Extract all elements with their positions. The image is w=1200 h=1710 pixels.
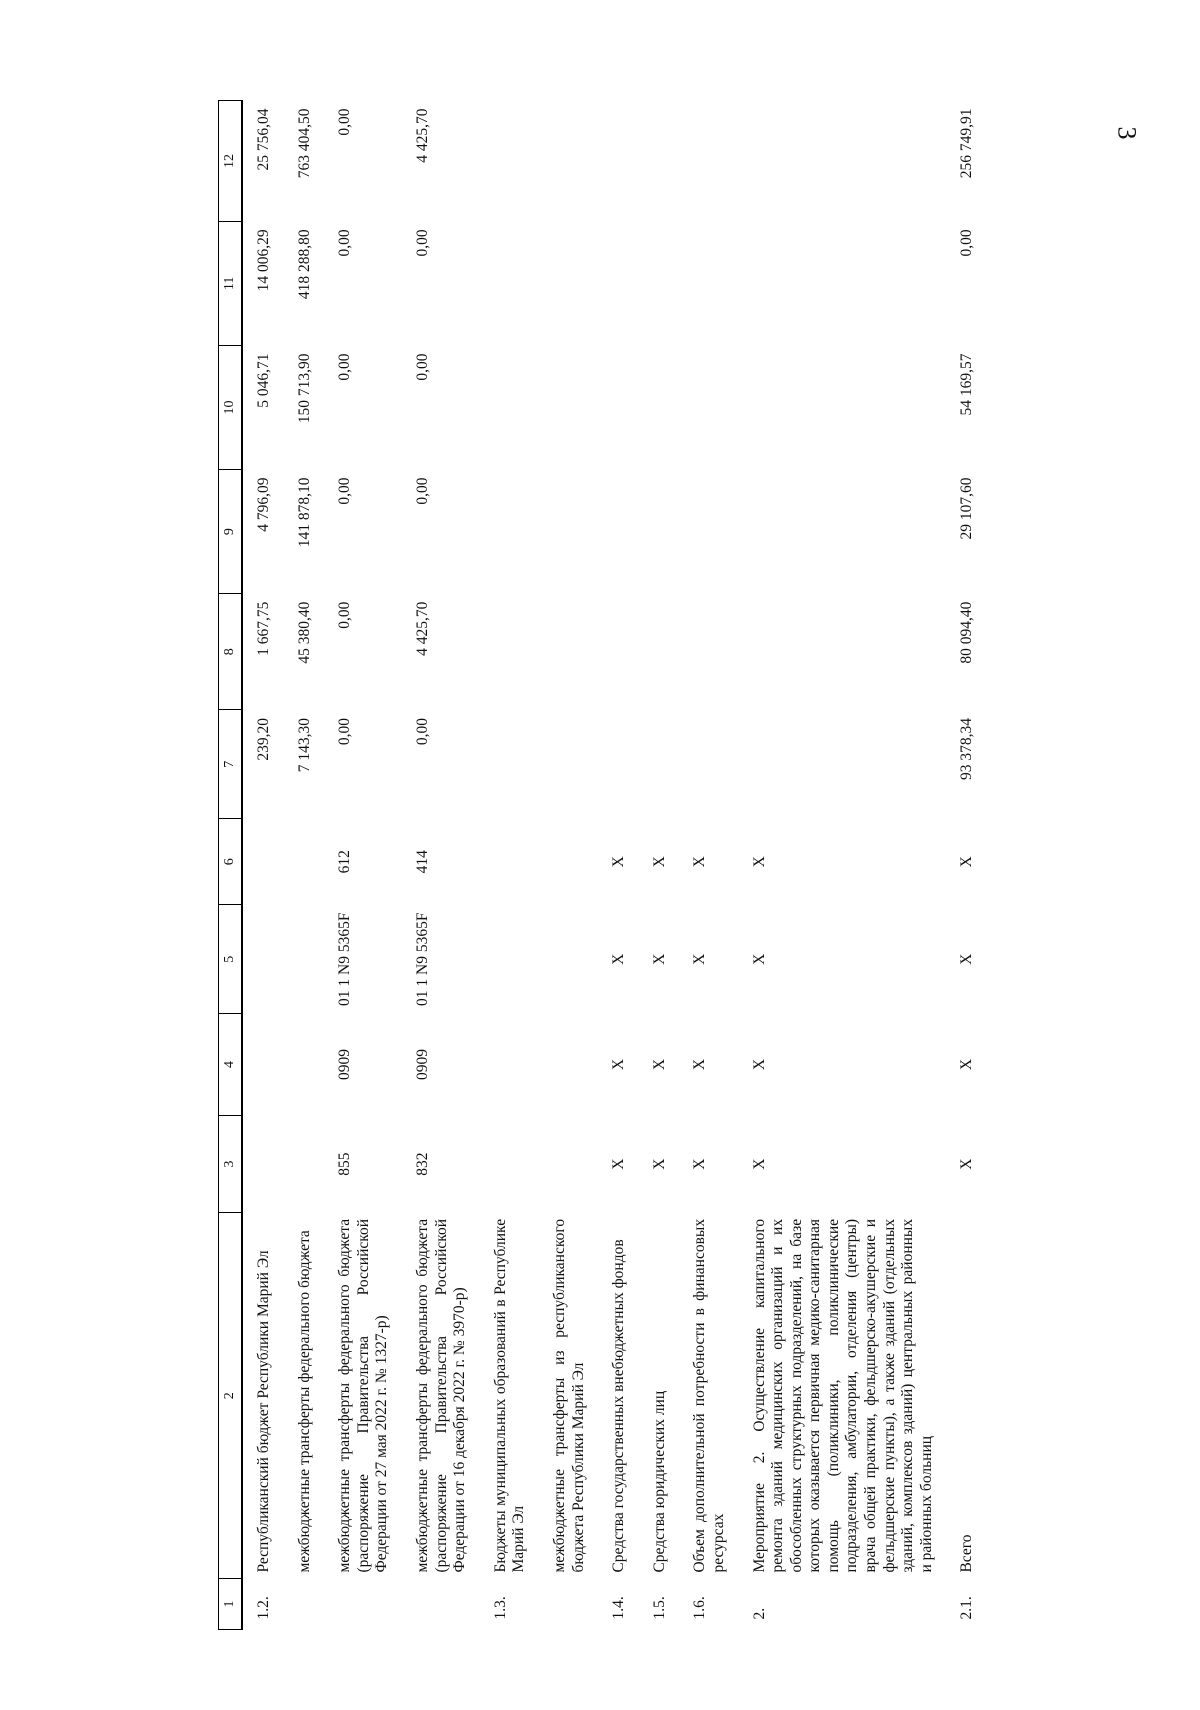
cell-desc: межбюджетные трансферты федерального бюджета (распоряжение Правительства Российской Федерации от 27 мая 2022 г. № 1327-р)	[336, 1218, 391, 1573]
cell-c10: 0,00	[413, 353, 431, 381]
cell-c11: 14 006,29	[255, 229, 272, 292]
cell-c5: 01 1 N9 5365F	[413, 912, 431, 1006]
cell-c6: X	[958, 856, 976, 868]
cell-c4: X	[750, 1058, 768, 1071]
cell-c6	[480, 819, 539, 905]
table-row	[679, 101, 738, 1630]
table-body	[242, 101, 987, 1630]
table-row	[598, 101, 639, 1630]
cell-c4: 0909	[336, 1048, 354, 1080]
cell-desc: Средства государственных внебюджетных фондов	[610, 1239, 628, 1573]
cell-c9: 0,00	[413, 477, 431, 505]
cell-c4: X	[691, 1058, 709, 1071]
column-header: 1	[219, 1579, 243, 1630]
budget-table	[218, 100, 987, 1630]
cell-c5: X	[610, 953, 628, 965]
cell-c10	[480, 345, 539, 469]
cell-c10	[639, 345, 680, 469]
cell-desc: Республиканский бюджет Республики Марий Эл	[255, 1250, 272, 1573]
column-header: 3	[219, 1115, 243, 1213]
cell-c5	[539, 905, 598, 1014]
column-header: 9	[219, 470, 243, 594]
cell-desc: Объем дополнительной потребности в финансовых ресурсах	[691, 1218, 727, 1573]
header-row	[219, 101, 243, 1630]
cell-c8: 45 380,40	[295, 601, 313, 664]
cell-no	[539, 1579, 598, 1630]
cell-no: 2.1.	[958, 1596, 976, 1620]
cell-no	[284, 1579, 325, 1630]
column-header: 2	[219, 1213, 243, 1579]
cell-c5: X	[750, 953, 768, 965]
cell-c6: 414	[413, 850, 431, 874]
cell-c12	[639, 101, 680, 222]
cell-c12: 256 749,91	[958, 108, 976, 179]
cell-c5: 01 1 N9 5365F	[336, 912, 354, 1006]
cell-c10	[539, 345, 598, 469]
cell-no: 1.3.	[491, 1596, 509, 1620]
cell-c10: 150 713,90	[295, 353, 313, 424]
cell-c12	[739, 101, 947, 222]
table-row	[324, 101, 402, 1630]
cell-c10	[598, 345, 639, 469]
cell-c12: 763 404,50	[295, 108, 313, 179]
cell-desc: Бюджеты муниципальных образований в Республике Марий Эл	[491, 1218, 528, 1573]
page-number: 3	[1112, 126, 1142, 140]
cell-desc: Средства юридических лиц	[650, 1390, 668, 1573]
cell-desc: межбюджетные трансферты из республиканского бюджета Республики Марий Эл	[550, 1218, 587, 1573]
cell-c6	[284, 819, 325, 905]
cell-c6	[242, 819, 284, 905]
column-header: 11	[219, 221, 243, 345]
cell-c11: 418 288,80	[295, 229, 313, 300]
cell-no: 1.5.	[650, 1596, 668, 1620]
cell-c12: 0,00	[336, 108, 354, 136]
cell-c7	[480, 710, 539, 819]
cell-c8	[539, 594, 598, 710]
cell-c6: X	[610, 856, 628, 868]
cell-c3: X	[691, 1158, 709, 1170]
cell-c9	[480, 470, 539, 594]
cell-c6: X	[691, 856, 709, 868]
cell-c8: 1 667,75	[255, 601, 272, 656]
cell-c11: 0,00	[413, 229, 431, 257]
cell-c9	[739, 470, 947, 594]
cell-c11	[598, 221, 639, 345]
cell-c9: 0,00	[336, 477, 354, 505]
cell-c8	[739, 594, 947, 710]
cell-c9	[639, 470, 680, 594]
cell-c9	[539, 470, 598, 594]
table-row	[242, 101, 284, 1630]
cell-c12	[539, 101, 598, 222]
cell-no: 1.6.	[691, 1596, 709, 1620]
cell-c6: 612	[336, 850, 354, 874]
column-header: 8	[219, 594, 243, 710]
cell-c4: X	[650, 1058, 668, 1071]
cell-c4	[284, 1014, 325, 1116]
cell-c3: 832	[413, 1152, 431, 1176]
cell-c7: 93 378,34	[958, 717, 976, 780]
cell-c10: 0,00	[336, 353, 354, 381]
cell-c11: 0,00	[336, 229, 354, 257]
table-row	[480, 101, 539, 1630]
cell-c9: 141 878,10	[295, 477, 313, 548]
cell-c10: 5 046,71	[255, 353, 272, 408]
cell-c4: X	[610, 1058, 628, 1071]
cell-c8: 4 425,70	[413, 601, 431, 656]
table-row	[739, 101, 947, 1630]
cell-desc: межбюджетные трансферты федерального бюджета	[295, 1230, 313, 1573]
cell-c3: 855	[336, 1152, 354, 1176]
cell-c12: 4 425,70	[413, 108, 431, 163]
cell-c7	[639, 710, 680, 819]
cell-c5: X	[650, 953, 668, 965]
cell-c5: X	[691, 953, 709, 965]
cell-c3: X	[610, 1158, 628, 1170]
cell-c7	[598, 710, 639, 819]
column-header: 5	[219, 905, 243, 1014]
table-row	[402, 101, 480, 1630]
cell-c6	[539, 819, 598, 905]
cell-c3	[242, 1115, 284, 1213]
cell-c10	[679, 345, 738, 469]
cell-c3: X	[650, 1158, 668, 1170]
cell-c11: 0,00	[958, 229, 976, 257]
cell-c12	[679, 101, 738, 222]
cell-c6: X	[750, 856, 768, 868]
cell-c7	[739, 710, 947, 819]
cell-c4: 0909	[413, 1048, 431, 1080]
cell-c4: X	[958, 1058, 976, 1071]
column-header: 12	[219, 101, 243, 222]
cell-c5	[242, 905, 284, 1014]
table-row	[639, 101, 680, 1630]
cell-c7: 0,00	[336, 717, 354, 746]
cell-c7: 0,00	[413, 717, 431, 746]
cell-c4	[539, 1014, 598, 1116]
cell-c11	[480, 221, 539, 345]
cell-c9	[598, 470, 639, 594]
column-header: 4	[219, 1014, 243, 1116]
cell-c12	[480, 101, 539, 222]
cell-c12	[598, 101, 639, 222]
cell-c7: 239,20	[255, 717, 272, 761]
cell-c3	[480, 1115, 539, 1213]
cell-c9: 29 107,60	[958, 477, 976, 540]
cell-c8	[679, 594, 738, 710]
cell-c7	[539, 710, 598, 819]
cell-c5	[480, 905, 539, 1014]
cell-c8	[598, 594, 639, 710]
cell-c3: X	[750, 1158, 768, 1170]
cell-no	[402, 1579, 480, 1630]
cell-c5	[284, 905, 325, 1014]
cell-c5: X	[958, 953, 976, 965]
cell-c4	[242, 1014, 284, 1116]
cell-no: 1.4.	[610, 1596, 628, 1620]
cell-c8: 80 094,40	[958, 601, 976, 664]
table-row	[284, 101, 325, 1630]
cell-c10	[739, 345, 947, 469]
cell-c12: 25 756,04	[255, 108, 272, 171]
cell-no	[324, 1579, 402, 1630]
cell-c8	[480, 594, 539, 710]
cell-c8: 0,00	[336, 601, 354, 629]
cell-no: 1.2.	[255, 1596, 272, 1620]
table-row	[539, 101, 598, 1630]
cell-c7: 7 143,30	[295, 717, 313, 773]
cell-c6: X	[650, 856, 668, 868]
cell-c7	[679, 710, 738, 819]
cell-c3: X	[958, 1158, 976, 1170]
cell-no: 2.	[750, 1607, 768, 1620]
cell-c11	[739, 221, 947, 345]
cell-c3	[284, 1115, 325, 1213]
cell-desc: Мероприятие 2. Осуществление капитального ремонта зданий медицинских организаций и их обособленных структурных подразделений, на базе которых оказывается первичная медико-санитарная помощь (поликлиники, поликлинические подразделения, амбулатории, отделения (центры) врача общей практики, фельдшерско-акушерские и фельдшерские пункты), а также зданий (отдельных зданий, комплексов зданий) центральных районных и районных больниц	[750, 1218, 935, 1573]
cell-c8	[639, 594, 680, 710]
cell-c9: 4 796,09	[255, 477, 272, 532]
column-header: 6	[219, 819, 243, 905]
budget-table-rotated	[218, 100, 1098, 1630]
cell-c9	[679, 470, 738, 594]
cell-c11	[539, 221, 598, 345]
table-row	[946, 101, 987, 1630]
cell-c11	[639, 221, 680, 345]
column-header: 7	[219, 710, 243, 819]
column-header: 10	[219, 345, 243, 469]
cell-c4	[480, 1014, 539, 1116]
cell-c3	[539, 1115, 598, 1213]
cell-desc: Всего	[958, 1534, 976, 1573]
cell-c11	[679, 221, 738, 345]
cell-c10: 54 169,57	[958, 353, 976, 416]
cell-desc: межбюджетные трансферты федерального бюджета (распоряжение Правительства Российской Федерации от 16 декабря 2022 г. № 3970-р)	[413, 1218, 469, 1573]
